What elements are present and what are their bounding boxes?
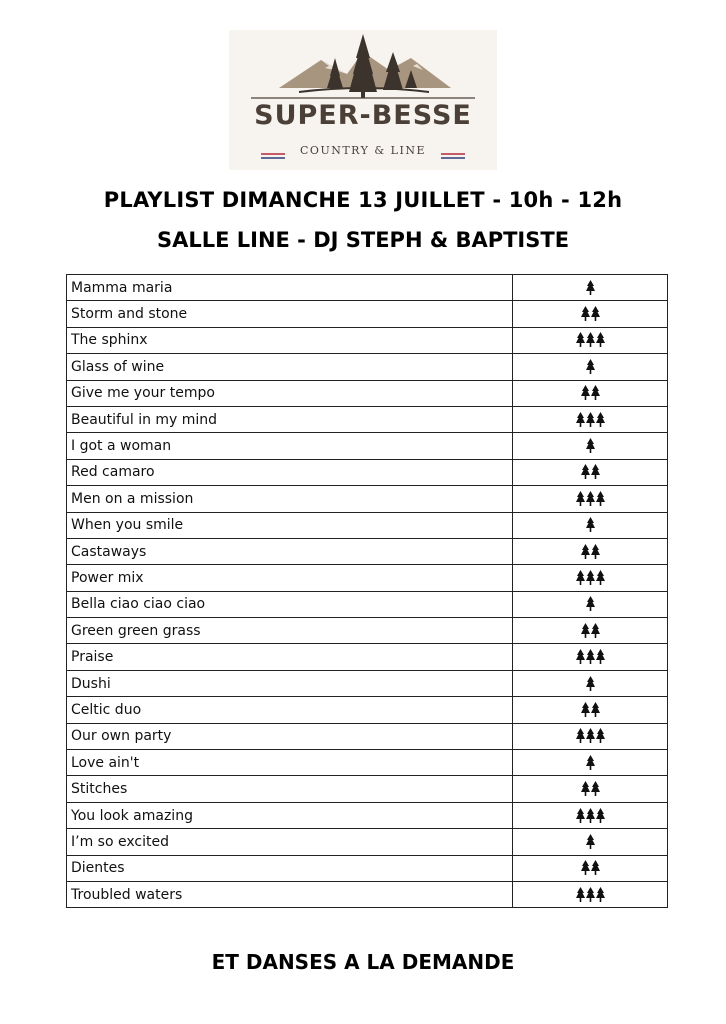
song-title: Glass of wine bbox=[67, 354, 513, 380]
difficulty-level bbox=[513, 881, 668, 907]
tree-icon bbox=[581, 860, 590, 876]
song-title: You look amazing bbox=[67, 802, 513, 828]
footer-note: ET DANSES A LA DEMANDE bbox=[211, 950, 515, 974]
difficulty-level bbox=[513, 644, 668, 670]
song-title: Power mix bbox=[67, 565, 513, 591]
tree-icon bbox=[591, 702, 600, 718]
song-title: Beautiful in my mind bbox=[67, 406, 513, 432]
table-row bbox=[67, 354, 668, 380]
tree-icon bbox=[586, 332, 595, 348]
page-title: PLAYLIST DIMANCHE 13 JUILLET - 10h - 12h bbox=[103, 188, 623, 212]
song-title: Men on a mission bbox=[67, 486, 513, 512]
tree-icon bbox=[586, 412, 595, 428]
tree-icon bbox=[586, 676, 595, 692]
difficulty-trees bbox=[581, 623, 600, 639]
tree-icon bbox=[581, 464, 590, 480]
difficulty-level bbox=[513, 855, 668, 881]
difficulty-level bbox=[513, 301, 668, 327]
playlist-table bbox=[66, 274, 668, 908]
song-title: Celtic duo bbox=[67, 697, 513, 723]
tree-icon bbox=[586, 570, 595, 586]
difficulty-level bbox=[513, 512, 668, 538]
tree-icon bbox=[586, 359, 595, 375]
difficulty-trees bbox=[581, 385, 600, 401]
tree-icon bbox=[586, 517, 595, 533]
difficulty-level bbox=[513, 802, 668, 828]
tree-icon bbox=[586, 649, 595, 665]
song-title: Dientes bbox=[67, 855, 513, 881]
song-title: Castaways bbox=[67, 538, 513, 564]
difficulty-trees bbox=[581, 306, 600, 322]
difficulty-level bbox=[513, 591, 668, 617]
tree-icon bbox=[586, 834, 595, 850]
difficulty-level bbox=[513, 750, 668, 776]
difficulty-level bbox=[513, 670, 668, 696]
song-title: Our own party bbox=[67, 723, 513, 749]
page-subtitle: SALLE LINE - DJ STEPH & BAPTISTE bbox=[156, 228, 570, 252]
song-title: Green green grass bbox=[67, 618, 513, 644]
table-row bbox=[67, 433, 668, 459]
difficulty-level bbox=[513, 723, 668, 749]
tree-icon bbox=[596, 887, 605, 903]
table-row bbox=[67, 380, 668, 406]
tree-icon bbox=[586, 438, 595, 454]
difficulty-trees bbox=[576, 570, 605, 586]
table-row bbox=[67, 301, 668, 327]
table-row bbox=[67, 275, 668, 301]
song-title: Stitches bbox=[67, 776, 513, 802]
tree-icon bbox=[586, 808, 595, 824]
difficulty-trees bbox=[581, 464, 600, 480]
table-row bbox=[67, 881, 668, 907]
difficulty-trees bbox=[581, 702, 600, 718]
difficulty-trees bbox=[586, 676, 595, 692]
difficulty-trees bbox=[581, 781, 600, 797]
table-row bbox=[67, 486, 668, 512]
table-row bbox=[67, 327, 668, 353]
difficulty-level bbox=[513, 354, 668, 380]
tree-icon bbox=[576, 491, 585, 507]
difficulty-level bbox=[513, 327, 668, 353]
tree-icon bbox=[591, 464, 600, 480]
table-row bbox=[67, 802, 668, 828]
difficulty-level bbox=[513, 565, 668, 591]
difficulty-trees bbox=[581, 544, 600, 560]
song-title: Bella ciao ciao ciao bbox=[67, 591, 513, 617]
tree-icon bbox=[581, 306, 590, 322]
song-title: Storm and stone bbox=[67, 301, 513, 327]
table-row bbox=[67, 855, 668, 881]
tree-icon bbox=[591, 860, 600, 876]
tree-icon bbox=[596, 808, 605, 824]
tree-icon bbox=[586, 755, 595, 771]
table-row bbox=[67, 697, 668, 723]
song-title: Love ain't bbox=[67, 750, 513, 776]
logo bbox=[229, 30, 497, 170]
table-row bbox=[67, 644, 668, 670]
song-title: Give me your tempo bbox=[67, 380, 513, 406]
tree-icon bbox=[586, 491, 595, 507]
difficulty-trees bbox=[586, 438, 595, 454]
tree-icon bbox=[581, 781, 590, 797]
difficulty-level bbox=[513, 776, 668, 802]
tree-icon bbox=[576, 332, 585, 348]
difficulty-trees bbox=[586, 596, 595, 612]
tree-icon bbox=[581, 385, 590, 401]
table-row bbox=[67, 459, 668, 485]
tree-icon bbox=[576, 808, 585, 824]
tree-icon bbox=[596, 649, 605, 665]
logo-title: SUPER-BESSE bbox=[254, 100, 472, 131]
table-row bbox=[67, 776, 668, 802]
tree-icon bbox=[596, 570, 605, 586]
table-row bbox=[67, 750, 668, 776]
difficulty-level bbox=[513, 618, 668, 644]
difficulty-trees bbox=[581, 860, 600, 876]
difficulty-level bbox=[513, 486, 668, 512]
difficulty-trees bbox=[576, 887, 605, 903]
tree-icon bbox=[576, 570, 585, 586]
song-title: I got a woman bbox=[67, 433, 513, 459]
table-row bbox=[67, 618, 668, 644]
difficulty-trees bbox=[576, 808, 605, 824]
difficulty-trees bbox=[586, 834, 595, 850]
difficulty-level bbox=[513, 380, 668, 406]
tree-icon bbox=[591, 306, 600, 322]
difficulty-level bbox=[513, 538, 668, 564]
difficulty-level bbox=[513, 459, 668, 485]
difficulty-trees bbox=[576, 412, 605, 428]
tree-icon bbox=[596, 412, 605, 428]
tree-icon bbox=[586, 280, 595, 296]
tree-icon bbox=[581, 623, 590, 639]
difficulty-trees bbox=[576, 491, 605, 507]
song-title: Troubled waters bbox=[67, 881, 513, 907]
difficulty-trees bbox=[586, 359, 595, 375]
tree-icon bbox=[596, 332, 605, 348]
difficulty-trees bbox=[586, 755, 595, 771]
tree-icon bbox=[591, 623, 600, 639]
tree-icon bbox=[581, 702, 590, 718]
tree-icon bbox=[576, 649, 585, 665]
table-row bbox=[67, 512, 668, 538]
difficulty-trees bbox=[576, 332, 605, 348]
tree-icon bbox=[576, 728, 585, 744]
tree-icon bbox=[586, 728, 595, 744]
logo-subtitle: COUNTRY & LINE bbox=[300, 144, 426, 157]
song-title: Dushi bbox=[67, 670, 513, 696]
table-row bbox=[67, 670, 668, 696]
tree-icon bbox=[576, 887, 585, 903]
table-row bbox=[67, 829, 668, 855]
difficulty-trees bbox=[576, 649, 605, 665]
tree-icon bbox=[596, 728, 605, 744]
tree-icon bbox=[591, 781, 600, 797]
tree-icon bbox=[596, 491, 605, 507]
song-title: Mamma maria bbox=[67, 275, 513, 301]
tree-icon bbox=[586, 596, 595, 612]
table-row bbox=[67, 538, 668, 564]
table-row bbox=[67, 591, 668, 617]
difficulty-level bbox=[513, 406, 668, 432]
difficulty-level bbox=[513, 697, 668, 723]
tree-icon bbox=[591, 544, 600, 560]
song-title: I’m so excited bbox=[67, 829, 513, 855]
difficulty-trees bbox=[586, 517, 595, 533]
song-title: The sphinx bbox=[67, 327, 513, 353]
song-title: Praise bbox=[67, 644, 513, 670]
table-row bbox=[67, 565, 668, 591]
tree-icon bbox=[591, 385, 600, 401]
difficulty-trees bbox=[586, 280, 595, 296]
tree-icon bbox=[581, 544, 590, 560]
difficulty-level bbox=[513, 433, 668, 459]
table-row bbox=[67, 406, 668, 432]
difficulty-level bbox=[513, 829, 668, 855]
table-row bbox=[67, 723, 668, 749]
difficulty-level bbox=[513, 275, 668, 301]
song-title: When you smile bbox=[67, 512, 513, 538]
difficulty-trees bbox=[576, 728, 605, 744]
song-title: Red camaro bbox=[67, 459, 513, 485]
tree-icon bbox=[586, 887, 595, 903]
tree-icon bbox=[576, 412, 585, 428]
